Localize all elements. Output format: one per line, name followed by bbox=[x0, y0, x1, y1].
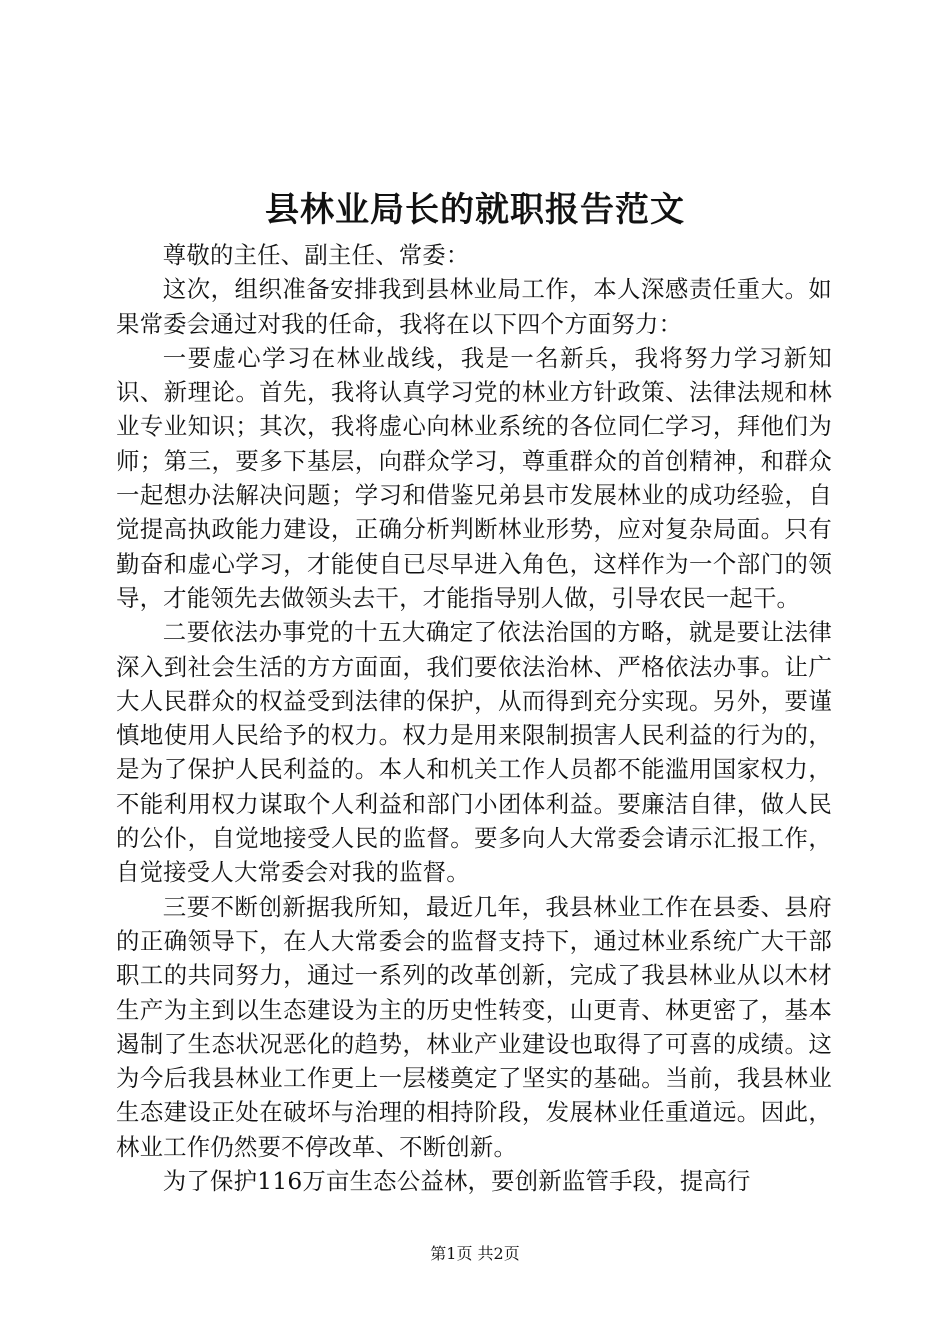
page-number: 第1页 共2页 bbox=[430, 1244, 520, 1263]
section-one-paragraph: 一要虚心学习在林业战线，我是一名新兵，我将努力学习新知识、新理论。首先，我将认真学习党的林业方针政策、法律法规和林业专业知识；其次，我将虚心向林业系统的各位同仁学习，拜他们为师；第三，要多下基层，向群众学习，尊重群众的首创精神，和群众一起想办法解决问题；学习和借鉴兄弟县市发展林业的成功经验，自觉提高执政能力建设，正确分析判断林业形势，应对复杂局面。只有勤奋和虚心学习，才能使自已尽早进入角色，这样作为一个部门的领导，才能领先去做领头去干，才能指导别人做，引导农民一起干。 bbox=[116, 343, 832, 612]
document-title: 县林业局长的就职报告范文 bbox=[265, 190, 685, 230]
document-body bbox=[116, 238, 832, 1198]
intro-paragraph: 这次，组织准备安排我到县林业局工作，本人深感责任重大。如果常委会通过对我的任命，我将在以下四个方面努力： bbox=[116, 275, 832, 338]
section-three-paragraph: 三要不断创新据我所知，最近几年，我县林业工作在县委、县府的正确领导下，在人大常委会的监督支持下，通过林业系统广大干部职工的共同努力，通过一系列的改革创新，完成了我县林业从以木材生产为主到以生态建设为主的历史性转变，山更青、林更密了，基本遏制了生态状况恶化的趋势，林业产业建设也取得了可喜的成绩。这为今后我县林业工作更上一层楼奠定了坚实的基础。当前，我县林业生态建设正处在破坏与治理的相持阶段，发展林业任重道远。因此，林业工作仍然要不停改革、不断创新。 bbox=[116, 892, 832, 1161]
salutation-paragraph: 尊敬的主任、副主任、常委： bbox=[162, 241, 470, 269]
section-two-paragraph: 二要依法办事党的十五大确定了依法治国的方略，就是要让法律深入到社会生活的方方面面，我们要依法治林、严格依法办事。让广大人民群众的权益受到法律的保护，从而得到充分实现。另外，要谨慎地使用人民给予的权力。权力是用来限制损害人民利益的行为的，是为了保护人民利益的。本人和机关工作人员都不能滥用国家权力，不能利用权力谋取个人利益和部门小团体利益。要廉洁自律，做人民的公仆，自觉地接受人民的监督。要多向人大常委会请示汇报工作，自觉接受人大常委会对我的监督。 bbox=[116, 618, 832, 887]
continuation-paragraph: 为了保护116万亩生态公益林，要创新监管手段，提高行 bbox=[162, 1167, 751, 1196]
